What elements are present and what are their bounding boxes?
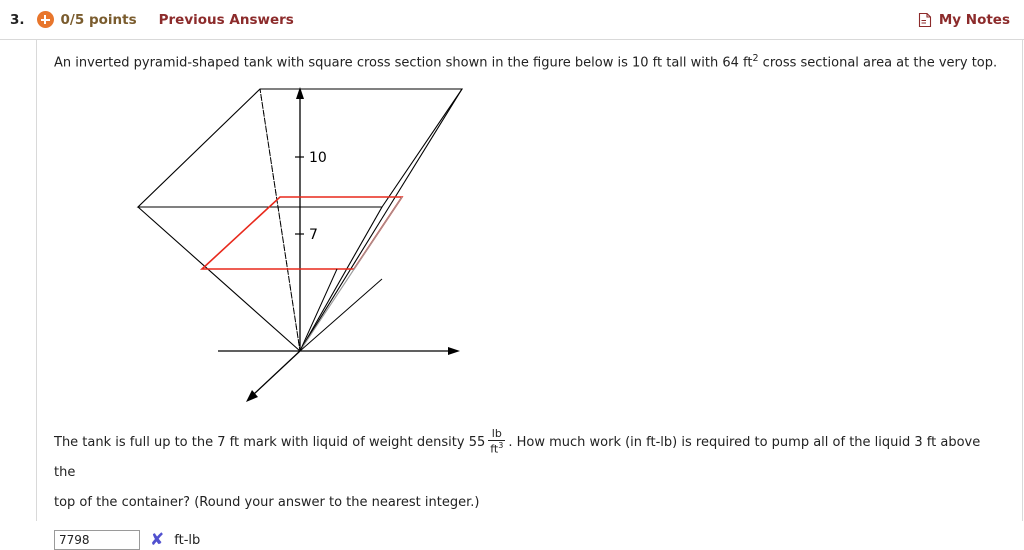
previous-answers-link[interactable]: Previous Answers <box>158 11 294 28</box>
statement-text-1: An inverted pyramid-shaped tank with square cross section shown in the figure below is 10 ft tall with 64 ft <box>54 55 753 71</box>
question-text-line2: top of the container? (Round your answer to the nearest integer.) <box>54 495 480 511</box>
notes-page-icon <box>918 12 932 28</box>
fraction-denominator-exponent: 3 <box>498 440 504 450</box>
question-body <box>0 40 1024 550</box>
question-text-part2: . How much work (in ft-lb) is required to pump all of the liquid 3 ft above the <box>54 435 981 481</box>
incorrect-mark-icon: ✘ <box>150 529 165 550</box>
problem-statement <box>54 52 1004 73</box>
statement-exponent: 2 <box>752 53 759 64</box>
label-liquid-height: 7 <box>309 227 318 244</box>
question-number: 3. <box>10 11 25 28</box>
left-divider <box>36 40 37 521</box>
question-header-bar <box>0 0 1024 40</box>
statement-text-2: cross sectional area at the very top. <box>758 55 998 71</box>
answer-units-label: ft-lb <box>174 532 201 548</box>
question-text <box>54 428 1004 518</box>
my-notes-label: My Notes <box>938 11 1010 28</box>
my-notes-button[interactable] <box>918 12 1010 28</box>
fraction-denominator-base: ft <box>490 442 499 456</box>
question-text-part1: The tank is full up to the 7 ft mark with liquid of weight density 55 <box>54 435 486 451</box>
pyramid-tank-figure <box>132 79 552 424</box>
plus-circle-icon[interactable] <box>37 11 54 28</box>
label-total-height: 10 <box>309 150 327 167</box>
answer-row <box>54 530 1004 550</box>
fraction-denominator <box>488 440 505 455</box>
right-divider <box>1022 40 1023 521</box>
density-fraction <box>488 428 505 455</box>
answer-input[interactable] <box>54 530 140 550</box>
points-status: 0/5 points <box>60 11 137 28</box>
fraction-numerator: lb <box>491 427 502 441</box>
